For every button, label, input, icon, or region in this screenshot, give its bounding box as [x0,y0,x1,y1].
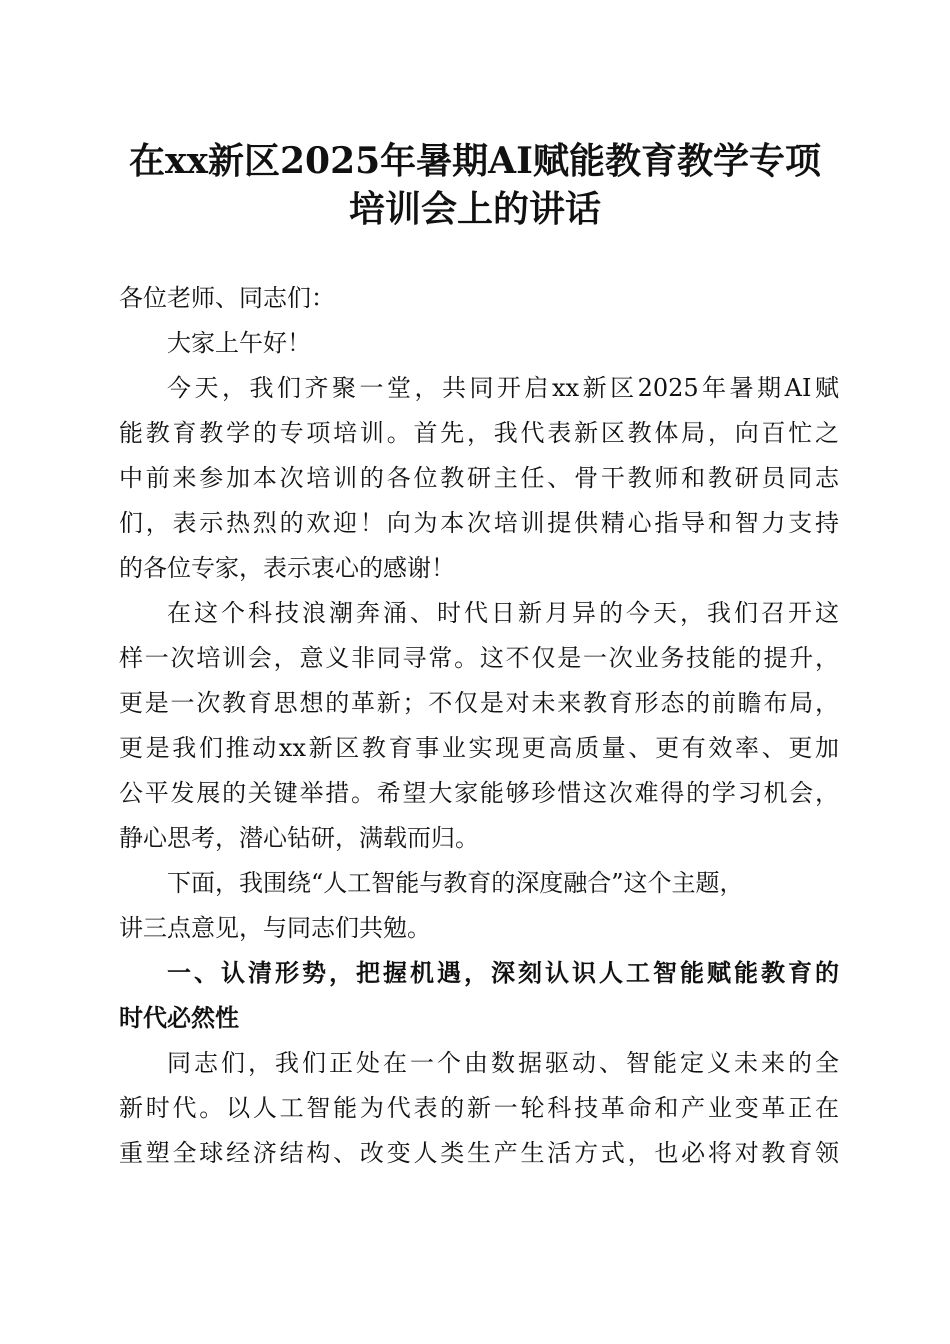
paragraph-line: 讲三点意见，与同志们共勉。 [119,914,431,942]
paragraph-line: 同志们，我们正处在一个由数据驱动、智能定义未来的全 [167,1049,839,1077]
paragraph-line: 下面，我围绕“人工智能与教育的深度融合”这个主题， [167,869,744,897]
paragraph-line: 重塑全球经济结构、改变人类生产生活方式，也必将对教育领 [119,1139,839,1167]
paragraph-line: 更是一次教育思想的革新；不仅是对未来教育形态的前瞻布局， [119,689,839,717]
paragraph-line: 在这个科技浪潮奔涌、时代日新月异的今天，我们召开这 [167,599,839,627]
paragraph-line: 新时代。以人工智能为代表的新一轮科技革命和产业变革正在 [119,1094,839,1122]
paragraph-line: 能教育教学的专项培训。首先，我代表新区教体局，向百忙之 [119,419,839,447]
paragraph-line: 中前来参加本次培训的各位教研主任、骨干教师和教研员同志 [119,464,839,492]
paragraph-line: 静心思考，潜心钻研，满载而归。 [119,824,479,852]
document-title-line-1: 在xx新区2025年暑期AI赋能教育教学专项 [129,140,821,182]
paragraph-line: 们，表示热烈的欢迎！向为本次培训提供精心指导和智力支持 [119,509,839,537]
salutation: 各位老师、同志们： [119,284,335,312]
paragraph-line: 更是我们推动xx新区教育事业实现更高质量、更有效率、更加 [119,734,839,762]
section-heading: 时代必然性 [119,1004,239,1032]
paragraph-line: 的各位专家，表示衷心的感谢！ [119,554,455,582]
paragraph-line: 公平发展的关键举措。希望大家能够珍惜这次难得的学习机会， [119,779,839,807]
paragraph-line: 今天，我们齐聚一堂，共同开启xx新区2025年暑期AI赋 [167,374,839,402]
paragraph-line: 样一次培训会，意义非同寻常。这不仅是一次业务技能的提升， [119,644,839,672]
document-title-line-2: 培训会上的讲话 [348,188,601,230]
greeting: 大家上午好！ [167,329,311,357]
section-heading: 一、认清形势，把握机遇，深刻认识人工智能赋能教育的 [167,959,839,987]
